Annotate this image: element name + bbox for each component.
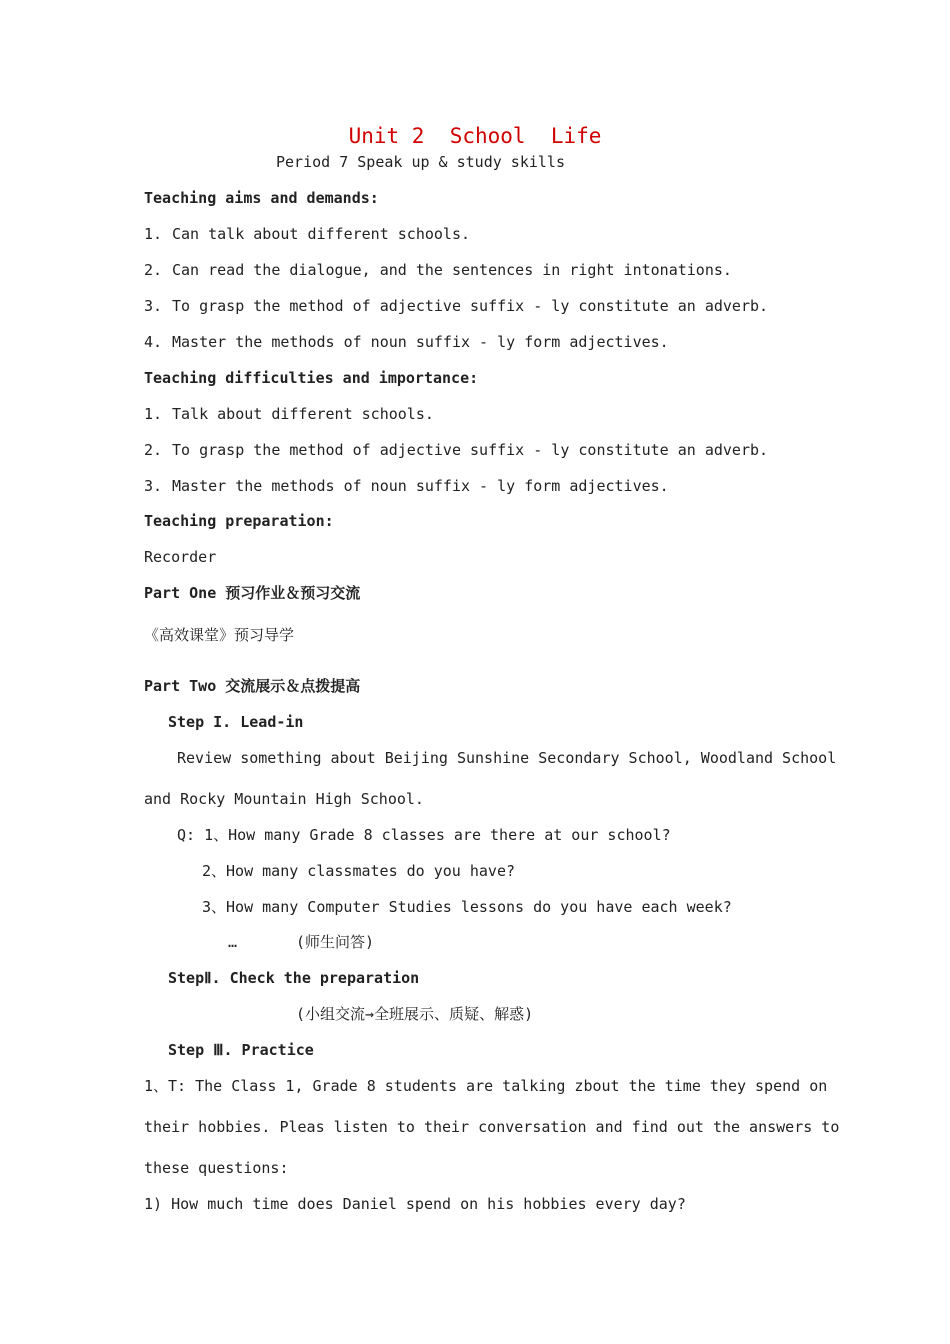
step2-heading: StepⅡ. Check the preparation: [168, 969, 420, 987]
step2-note: (小组交流→全班展示、质疑、解惑): [296, 1005, 534, 1023]
step1-question: 3、How many Computer Studies lessons do you have each week?: [202, 898, 732, 916]
item-number: 1.: [144, 405, 163, 423]
item-number: 4.: [144, 333, 163, 351]
part-two-heading: Part Two 交流展示＆点拨提高: [144, 677, 361, 695]
page-subtitle: Period 7 Speak up & study skills: [276, 153, 565, 171]
aims-heading: Teaching aims and demands:: [144, 189, 379, 207]
step1-dots: …: [228, 933, 238, 951]
item-number: 1.: [144, 225, 163, 243]
step3-paragraph-line: their hobbies. Pleas listen to their conversation and find out the answers to: [144, 1118, 840, 1136]
step1-line1: Review something about Beijing Sunshine Secondary School, Woodland School: [177, 749, 837, 767]
item-text: Master the methods of noun suffix - ly form adjectives.: [172, 333, 669, 351]
step1-question: 2、How many classmates do you have?: [202, 862, 516, 880]
item-text: To grasp the method of adjective suffix - ly constitute an adverb.: [172, 441, 769, 459]
page-title: Unit 2 School Life: [348, 124, 602, 148]
preparation-text: Recorder: [144, 548, 217, 566]
item-number: 2.: [144, 441, 163, 459]
part-one-heading: Part One 预习作业＆预习交流: [144, 584, 361, 602]
step1-question: Q: 1、How many Grade 8 classes are there at our school?: [177, 826, 671, 844]
item-number: 3.: [144, 297, 163, 315]
part-one-text: 《高效课堂》预习导学: [144, 626, 295, 644]
item-text: Master the methods of noun suffix - ly form adjectives.: [172, 477, 669, 495]
item-text: Talk about different schools.: [172, 405, 434, 423]
aims-item: [144, 296, 768, 316]
item-text: To grasp the method of adjective suffix - ly constitute an adverb.: [172, 297, 769, 315]
item-text: Can talk about different schools.: [172, 225, 471, 243]
step1-line2: and Rocky Mountain High School.: [144, 790, 424, 808]
aims-item: [144, 332, 669, 352]
step3-heading: Step Ⅲ. Practice: [168, 1041, 314, 1059]
preparation-heading: Teaching preparation:: [144, 512, 334, 530]
difficulties-heading: Teaching difficulties and importance:: [144, 369, 479, 387]
aims-item: [144, 260, 732, 280]
difficulties-item: [144, 404, 434, 424]
step1-heading: Step I. Lead-in: [168, 713, 304, 731]
item-number: 2.: [144, 261, 163, 279]
step3-question: 1) How much time does Daniel spend on his hobbies every day?: [144, 1195, 686, 1213]
difficulties-item: [144, 440, 768, 460]
item-number: 3.: [144, 477, 163, 495]
difficulties-item: [144, 476, 669, 496]
step3-paragraph-line: 1、T: The Class 1, Grade 8 students are talking zbout the time they spend on: [144, 1077, 828, 1095]
step3-paragraph-line: these questions:: [144, 1159, 289, 1177]
item-text: Can read the dialogue, and the sentences in right intonations.: [172, 261, 732, 279]
step1-note: (师生问答): [296, 933, 375, 951]
aims-item: [144, 224, 470, 244]
